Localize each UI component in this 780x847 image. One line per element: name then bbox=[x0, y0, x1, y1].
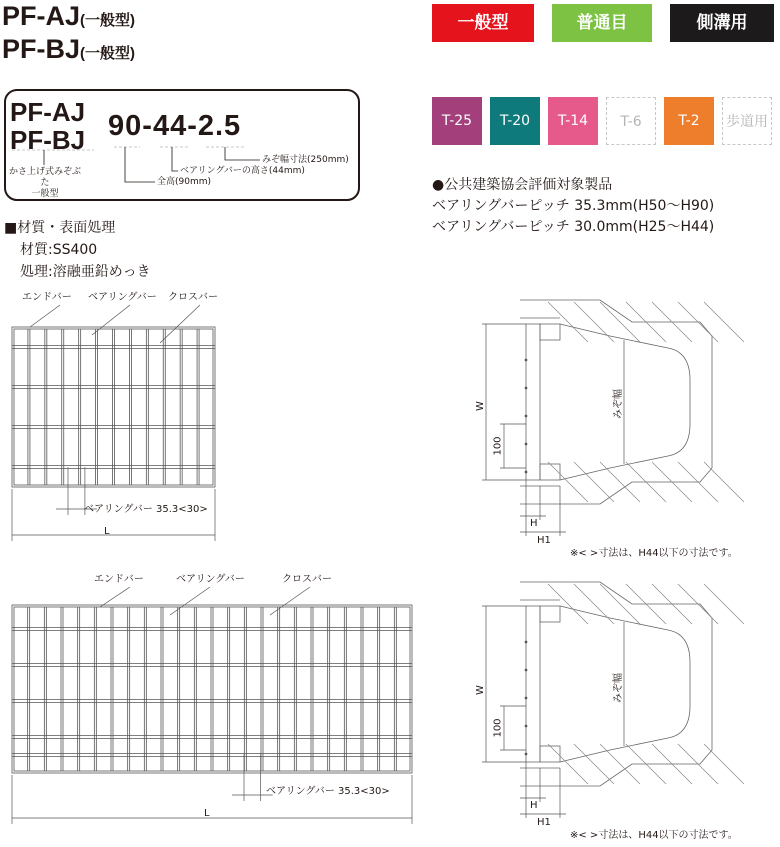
bar-tick bbox=[525, 725, 527, 727]
load-class-sidewalk: 歩道用 bbox=[722, 97, 772, 145]
section-top-h: H bbox=[530, 518, 538, 529]
section-top-w: W bbox=[474, 401, 486, 411]
load-class-t14: T-14 bbox=[548, 97, 598, 145]
note-total-height: 全高(90mm) bbox=[157, 177, 212, 187]
hatch-line bbox=[704, 584, 744, 624]
title-model-bj: PF-BJ bbox=[2, 34, 81, 64]
badge-general-type: 一般型 bbox=[432, 4, 534, 42]
title-suffix-2: (一般型) bbox=[80, 45, 136, 62]
certification-pitch-1: ベアリングバーピッチ 35.3mm(H50〜H90) bbox=[432, 198, 715, 214]
code-bar-height: 44 bbox=[152, 110, 188, 142]
label-end-bar-top: エンドバー bbox=[22, 292, 72, 303]
section-bottom-h1: H1 bbox=[537, 817, 551, 828]
title-model-aj: PF-AJ bbox=[2, 1, 81, 31]
certification-title: ●公共建築協会評価対象製品 bbox=[432, 177, 613, 193]
load-class-t25: T-25 bbox=[432, 97, 482, 145]
label-length-top: L bbox=[104, 526, 110, 537]
code-dash-1: - bbox=[142, 110, 153, 142]
frame-angle-top bbox=[540, 606, 560, 622]
badge-standard-mesh: 普通目 bbox=[552, 4, 652, 42]
bar-tick bbox=[525, 669, 527, 671]
note-bar-height: ベアリングバーの高さ(44mm) bbox=[180, 166, 305, 176]
certification-pitch-2: ベアリングバーピッチ 30.0mm(H25〜H44) bbox=[432, 219, 715, 235]
material-treatment: 処理:溶融亜鉛めっき bbox=[20, 264, 151, 280]
hatch-line bbox=[548, 584, 588, 624]
title-suffix-1: (一般型) bbox=[80, 12, 136, 29]
material-heading: ■材質・表面処理 bbox=[4, 220, 116, 236]
concrete-hatching bbox=[548, 584, 744, 784]
section-top-groove: みぞ幅 bbox=[613, 389, 624, 419]
label-length-bottom: L bbox=[204, 808, 210, 819]
label-pitch-bottom: ベアリングバー 35.3<30> bbox=[266, 786, 390, 797]
section-bottom-100: 100 bbox=[492, 718, 504, 738]
bar-tick bbox=[525, 641, 527, 643]
section-bottom-w: W bbox=[474, 685, 486, 695]
load-class-t2: T-2 bbox=[664, 97, 714, 145]
code-dash-2: - bbox=[187, 110, 198, 142]
frame-angle-bottom bbox=[540, 746, 560, 762]
section-top-note: ※< >寸法は、H44以下の寸法です。 bbox=[570, 548, 738, 559]
label-cross-bar-top: クロスバー bbox=[168, 292, 218, 303]
note-model-line2: 一般型 bbox=[31, 189, 59, 199]
label-end-bar-bottom: エンドバー bbox=[94, 574, 144, 585]
bar-tick bbox=[525, 697, 527, 699]
label-pitch-top: ベアリングバー 35.3<30> bbox=[84, 504, 208, 515]
label-bearing-bar-top: ベアリングバー bbox=[88, 292, 157, 303]
hatch-line bbox=[574, 744, 614, 784]
code-model-bj: PF-BJ bbox=[10, 125, 86, 155]
note-model-line1: かさ上げ式みぞぶた bbox=[8, 167, 81, 188]
label-cross-bar-bottom: クロスバー bbox=[282, 574, 332, 585]
section-top-h1: H1 bbox=[537, 535, 551, 546]
label-bearing-bar-bottom: ベアリングバー bbox=[176, 574, 245, 585]
material-steel: 材質:SS400 bbox=[20, 242, 98, 258]
groove-outline bbox=[560, 606, 690, 762]
code-total-height: 90 bbox=[108, 110, 143, 142]
note-groove-width: みぞ幅寸法(250mm) bbox=[262, 155, 349, 165]
grating-section bbox=[526, 606, 540, 762]
hatch-line bbox=[574, 584, 614, 624]
load-class-t6: T-6 bbox=[606, 97, 656, 145]
section-bottom-groove: みぞ幅 bbox=[613, 673, 624, 703]
code-model-aj: PF-AJ bbox=[10, 97, 86, 127]
code-groove-width: 2.5 bbox=[197, 110, 242, 142]
section-bottom-note: ※< >寸法は、H44以下の寸法です。 bbox=[570, 830, 738, 841]
hatch-line bbox=[704, 744, 744, 784]
load-class-t20: T-20 bbox=[490, 97, 540, 145]
hatch-line bbox=[548, 744, 588, 784]
section-top-100: 100 bbox=[492, 436, 504, 456]
section-bottom-h: H bbox=[530, 800, 538, 811]
badge-side-ditch: 側溝用 bbox=[670, 4, 774, 42]
bar-tick bbox=[525, 753, 527, 755]
